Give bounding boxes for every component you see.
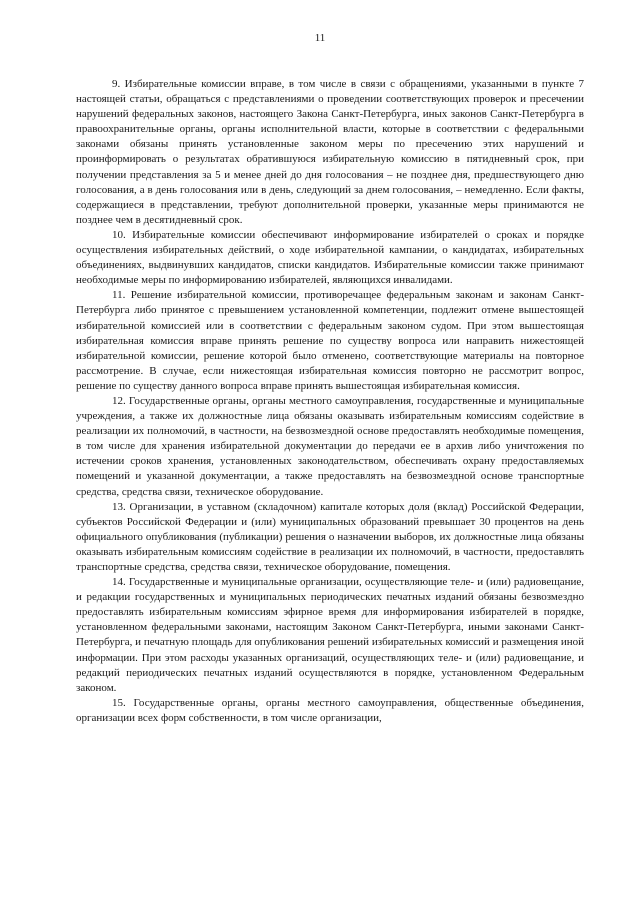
paragraph-13: 13. Организации, в уставном (складочном) капитале которых доля (вклад) Российской Федерации, субъектов Российской Федерации и (или) муниципальных образований превышает 30 процентов на день официального опубликования (публикации) решения о назначении выборов, их должностные лица обязаны оказывать избирательным комиссиям содействие в реализации их полномочий, в частности, предоставлять транспортные средства, средства связи, техническое оборудование, помещения. [76,500,584,573]
document-body [76,77,584,726]
paragraph-12: 12. Государственные органы, органы местного самоуправления, государственные и муниципальные учреждения, а также их должностные лица обязаны оказывать избирательным комиссиям содействие в реализации их полномочий, в частности, на безвозмездной основе предоставлять необходимые помещения, в том числе для хранения избирательной документации до передачи ее в архив либо уничтожения по истечении сроков хранения, установленных законодательством, обеспечивать охрану предоставляемых помещений и указанной документации, а также предоставлять на безвозмездной основе транспортные средства, средства связи, техническое оборудование. [76,394,584,498]
paragraph-14: 14. Государственные и муниципальные организации, осуществляющие теле- и (или) радиовещание, и редакции государственных и муниципальных периодических печатных изданий обязаны безвозмездно предоставлять избирательным комиссиям эфирное время для информирования избирателей в порядке, установленном федеральными законами, настоящим Законом Санкт-Петербурга, иными законами Санкт-Петербурга, и печатную площадь для опубликования решений избирательных комиссий и размещения иной информации. При этом расходы указанных организаций, осуществляющих теле- и (или) радиовещание, и редакций периодических печатных изданий осуществляются в порядке, установленном Федеральным законом. [76,576,584,694]
paragraph-10: 10. Избирательные комиссии обеспечивают информирование избирателей о сроках и порядке осуществления избирательных действий, о ходе избирательной кампании, о кандидатах, избирательных объединениях, выдвинувших кандидатов, списки кандидатов. Избирательные комиссии также принимают необходимые меры по информированию избирателей, являющихся инвалидами. [76,228,584,287]
paragraph-9: 9. Избирательные комиссии вправе, в том числе в связи с обращениями, указанными в пункте 7 настоящей статьи, обращаться с представлениями о проведении соответствующих проверок и пресечении нарушений федеральных законов, настоящего Закона Санкт-Петербурга, иных законов Санкт-Петербурга в правоохранительные органы, органы исполнительной власти, которые в соответствии с федеральными законами обязаны принять установленные законом меры по пресечению этих нарушений и проинформировать о результатах обратившуюся избирательную комиссию в пятидневный срок, при получении представления за 5 и менее дней до дня голосования – не позднее дня, предшествующего дню голосования, а в день голосования или в день, следующий за днем голосования, – немедленно. Если факты, содержащиеся в представлении, требуют дополнительной проверки, указанные меры принимаются не позднее чем в десятидневный срок. [76,78,584,226]
paragraph-15: 15. Государственные органы, органы местного самоуправления, общественные объединения, организации всех форм собственности, в том числе организации, [76,696,584,724]
paragraph-11: 11. Решение избирательной комиссии, противоречащее федеральным законам и законам Санкт-Петербурга либо принятое с превышением установленной компетенции, подлежит отмене вышестоящей избирательной комиссией или в соответствии с федеральным законом судом. При этом вышестоящая избирательная комиссия вправе принять решение по существу вопроса или направить нижестоящей избирательной комиссии, решение которой было отменено, соответствующие материалы на повторное рассмотрение. В случае, если нижестоящая избирательная комиссия повторно не рассмотрит вопрос, решение по существу данного вопроса вправе принять вышестоящая избирательная комиссия. [76,289,584,392]
page-number: 11 [314,32,326,44]
